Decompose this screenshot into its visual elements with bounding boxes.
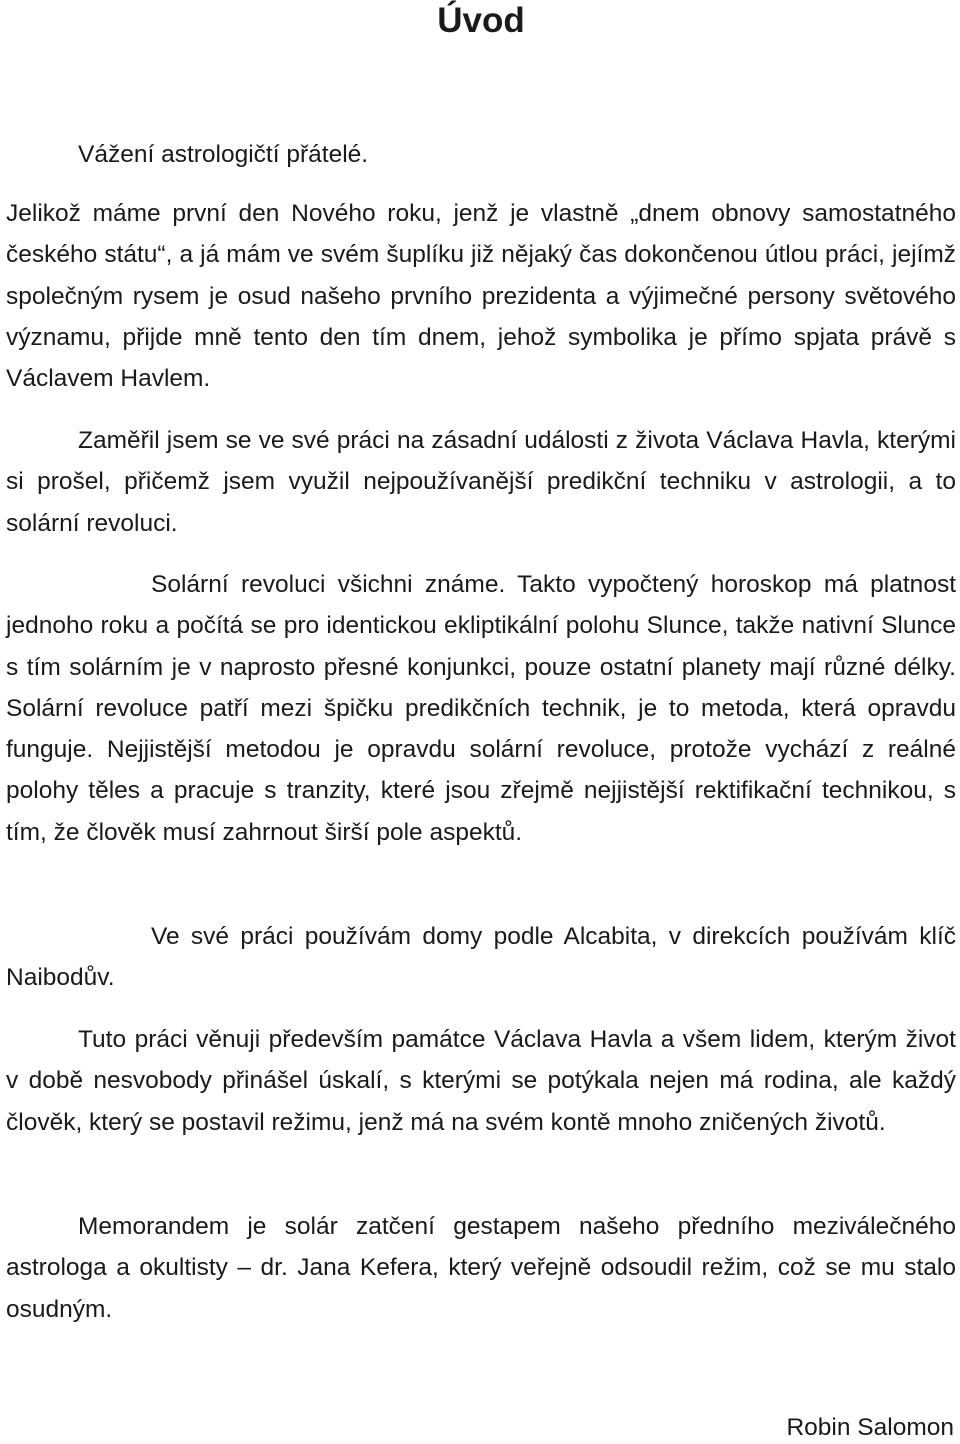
signature: Robin Salomon	[786, 1414, 954, 1441]
paragraph-dedication: Tuto práci věnuji především památce Václava Havla a všem lidem, kterým život v době nesvobody přinášel úskalí, s kterými se potýkala nejen má rodina, ale každý člověk, který se postavil režimu, jenž má na svém kontě mnoho zničených životů.	[6, 1026, 956, 1136]
salutation: Vážení astrologičtí přátelé.	[78, 141, 369, 168]
paragraph-houses: Ve své práci používám domy podle Alcabita, v direkcích používám klíč Naibodův.	[6, 923, 956, 992]
paragraph-intro: Jelikož máme první den Nového roku, jenž je vlastně „dnem obnovy samostatného českého státu“, a já mám ve svém šuplíku již nějaký čas dokončenou útlou práci, jejímž společným rysem je osud našeho prvního prezidenta a výjimečné persony světového významu, přijde mně tento den tím dnem, jehož symbolika je přímo spjata právě s Václavem Havlem.	[6, 200, 956, 393]
paragraph-memorandum: Memorandem je solár zatčení gestapem našeho předního meziválečného astrologa a okultisty – dr. Jana Kefera, který veřejně odsoudil režim, což se mu stalo osudným.	[6, 1213, 956, 1323]
page-title: Úvod	[437, 1, 525, 40]
paragraph-solar-revolution: Solární revoluci všichni známe. Takto vypočtený horoskop má platnost jednoho roku a počítá se pro identickou ekliptikální polohu Slunce, takže nativní Slunce s tím solárním je v naprosto přesné konjunkci, pouze ostatní planety mají různé délky. Solární revoluce patří mezi špičku predikčních technik, je to metoda, která opravdu funguje. Nejjistější metodou je opravdu solární revoluce, protože vychází z reálné polohy těles a pracuje s tranzity, které jsou zřejmě nejjistější rektifikační technikou, s tím, že člověk musí zahrnout širší pole aspektů.	[6, 571, 956, 846]
document-page	[6, 0, 956, 1444]
paragraph-focus: Zaměřil jsem se ve své práci na zásadní události z života Václava Havla, kterými si prošel, přičemž jsem využil nejpoužívanější predikční techniku v astrologii, a to solární revoluci.	[6, 427, 956, 537]
